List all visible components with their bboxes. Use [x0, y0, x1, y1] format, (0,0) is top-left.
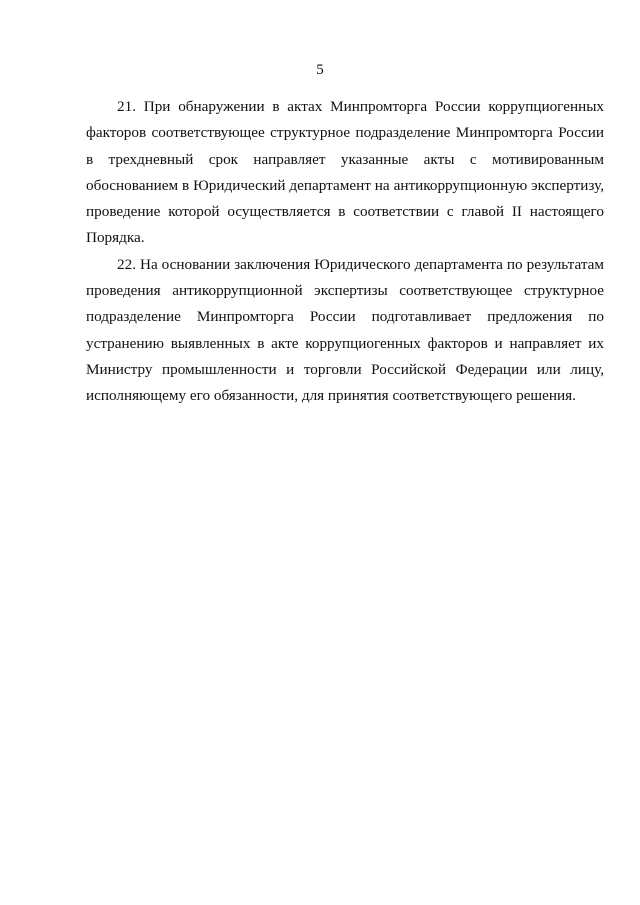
- paragraph-21: 21. При обнаружении в актах Минпромторга России коррупциогенных факторов соответствующее структурное подразделение Минпромторга России в трехдневный срок направляет указанные акты с мотивированным обоснованием в Юридический департамент на антикоррупционную экспертизу, проведение которой осуществляется в соответствии с главой II настоящего Порядка.: [86, 98, 604, 247]
- document-body: [86, 94, 604, 410]
- page-number: 5: [316, 62, 324, 78]
- paragraph-22: 22. На основании заключения Юридического департамента по результатам проведения антикоррупционной экспертизы соответствующее структурное подразделение Минпромторга России подготавливает предложения по устранению выявленных в акте коррупциогенных факторов и направляет их Министру промышленности и торговли Российской Федерации или лицу, исполняющему его обязанности, для принятия соответствующего решения.: [86, 255, 604, 405]
